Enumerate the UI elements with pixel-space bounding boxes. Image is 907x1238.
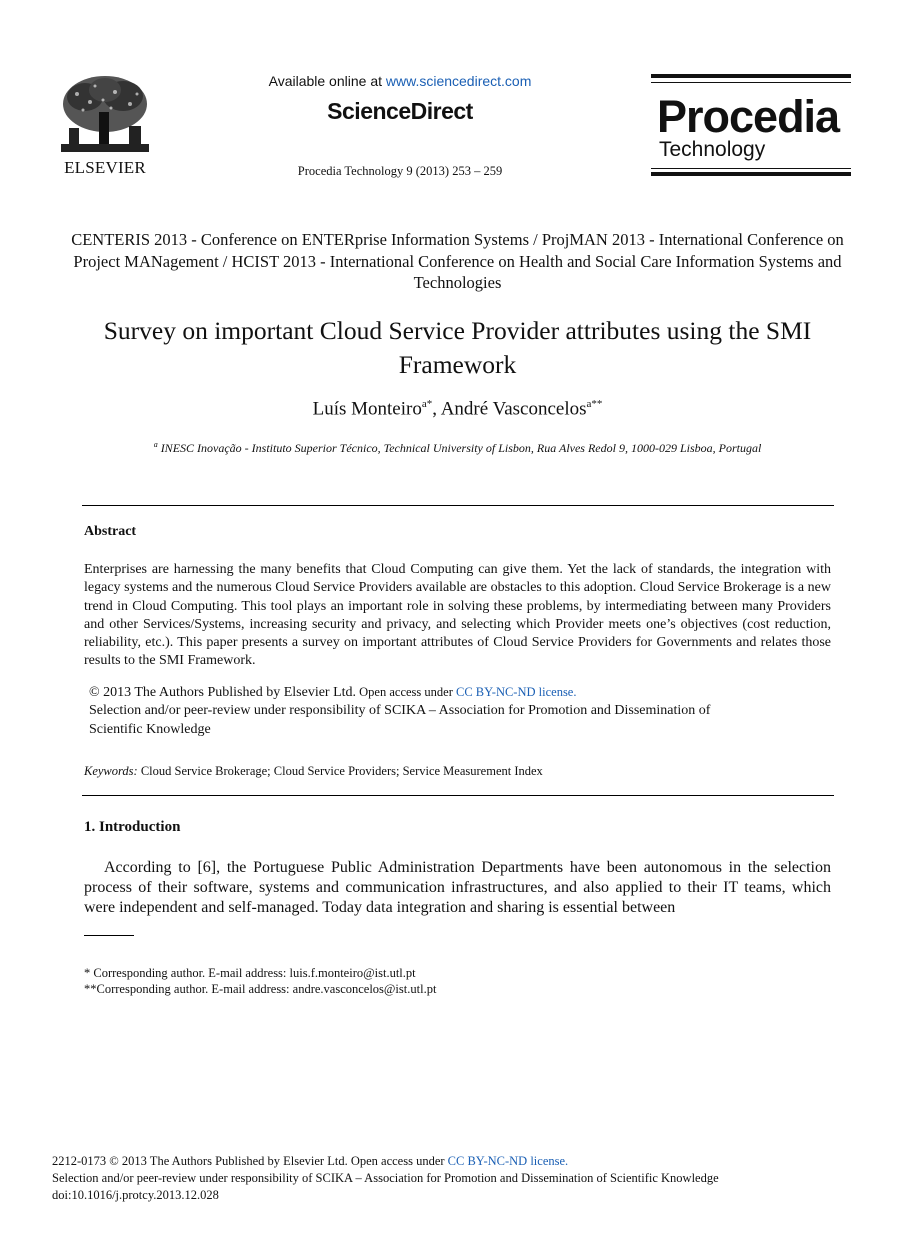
keywords (84, 764, 831, 779)
paper-title: Survey on important Cloud Service Provider attributes using the SMI Framework (103, 316, 812, 379)
license-link[interactable]: CC BY-NC-ND license. (456, 685, 577, 699)
affiliation (60, 440, 855, 456)
copyright-block (89, 683, 809, 739)
section-divider (82, 505, 834, 506)
footer-doi[interactable]: doi:10.1016/j.protcy.2013.12.028 (52, 1188, 219, 1202)
author-list (60, 398, 855, 420)
footnote: * Corresponding author. E-mail address: luis.f.monteiro@ist.utl.pt (84, 966, 416, 980)
affiliation-mark: a (153, 440, 158, 449)
author-separator: , (432, 398, 441, 420)
procedia-title: Procedia (657, 91, 840, 142)
footnote-divider (84, 935, 134, 936)
sciencedirect-link[interactable]: www.sciencedirect.com (385, 73, 532, 89)
available-online-line (240, 73, 560, 89)
journal-citation: Procedia Technology 9 (2013) 253 – 259 (297, 164, 503, 178)
keywords-text: Cloud Service Brokerage; Cloud Service Providers; Service Measurement Index (137, 764, 543, 778)
elsevier-wordmark: ELSEVIER (64, 158, 146, 177)
keywords-label: Keywords: (84, 764, 138, 778)
procedia-journal-logo (651, 74, 851, 178)
section-divider (82, 795, 834, 796)
open-access-text: Open access under (356, 685, 456, 699)
footnotes (84, 965, 784, 997)
introduction-text: According to [6], the Portuguese Public Administration Departments have been autonomous in the selection process of their software, systems and communication infrastructures, and also applied to their IT teams, which were independent and self-managed. Today data integration and sharing is essential between (84, 859, 831, 916)
footer-license-link[interactable]: CC BY-NC-ND license. (447, 1154, 569, 1168)
available-online-label: Available online at (268, 73, 386, 89)
footer-copyright: 2212-0173 © 2013 The Authors Published by Elsevier Ltd. Open access under (52, 1154, 448, 1168)
author-name: Luís Monteiro (312, 398, 422, 420)
affiliation-text: INESC Inovação - Instituto Superior Técnico, Technical University of Lisbon, Rua Alves Redol 9, 1000-029 Lisboa, Portugal (160, 441, 762, 455)
introduction-heading: 1. Introduction (84, 819, 181, 835)
author-marks: a* (421, 398, 433, 410)
publisher-footer (52, 1153, 872, 1204)
peer-review-line: Scientific Knowledge (89, 721, 211, 737)
conference-name: CENTERIS 2013 - Conference on ENTERprise Information Systems / ProjMAN 2013 - International Conference on Project MANagement / HCIST 2013 - International Conference on Health and Social Care Information Systems and Technologies (71, 230, 844, 292)
abstract-text: Enterprises are harnessing the many benefits that Cloud Computing can give them. Yet the lack of standards, the integration with legacy systems and the numerous Cloud Service Providers available are obstacles to this adoption. Cloud Service Brokerage is a new trend in Cloud Computing. This tool plays an important role in solving these problems, by intermediating between many Providers and other Services/Systems, increasing security and privacy, and selecting which Provider meets one’s objectives (cost reduction, reliability, etc.). This paper presents a survey on important attributes of Cloud Service Providers for Governments and relates those results to the SMI Framework. (84, 562, 831, 669)
footer-peer-review: Selection and/or peer-review under responsibility of SCIKA – Association for Promotion and Dissemination of Scientific Knowledge (52, 1171, 719, 1185)
abstract-heading: Abstract (84, 524, 137, 539)
author-name: André Vasconcelos (440, 398, 587, 420)
peer-review-line: Selection and/or peer-review under responsibility of SCIKA – Association for Promotion and Dissemination of (89, 703, 711, 719)
procedia-subtitle: Technology (659, 138, 766, 161)
copyright-text: © 2013 The Authors Published by Elsevier Ltd. (89, 685, 357, 700)
sciencedirect-wordmark: ScienceDirect (327, 98, 473, 124)
author-marks: a** (586, 398, 603, 410)
footnote: **Corresponding author. E-mail address: andre.vasconcelos@ist.utl.pt (84, 982, 437, 996)
